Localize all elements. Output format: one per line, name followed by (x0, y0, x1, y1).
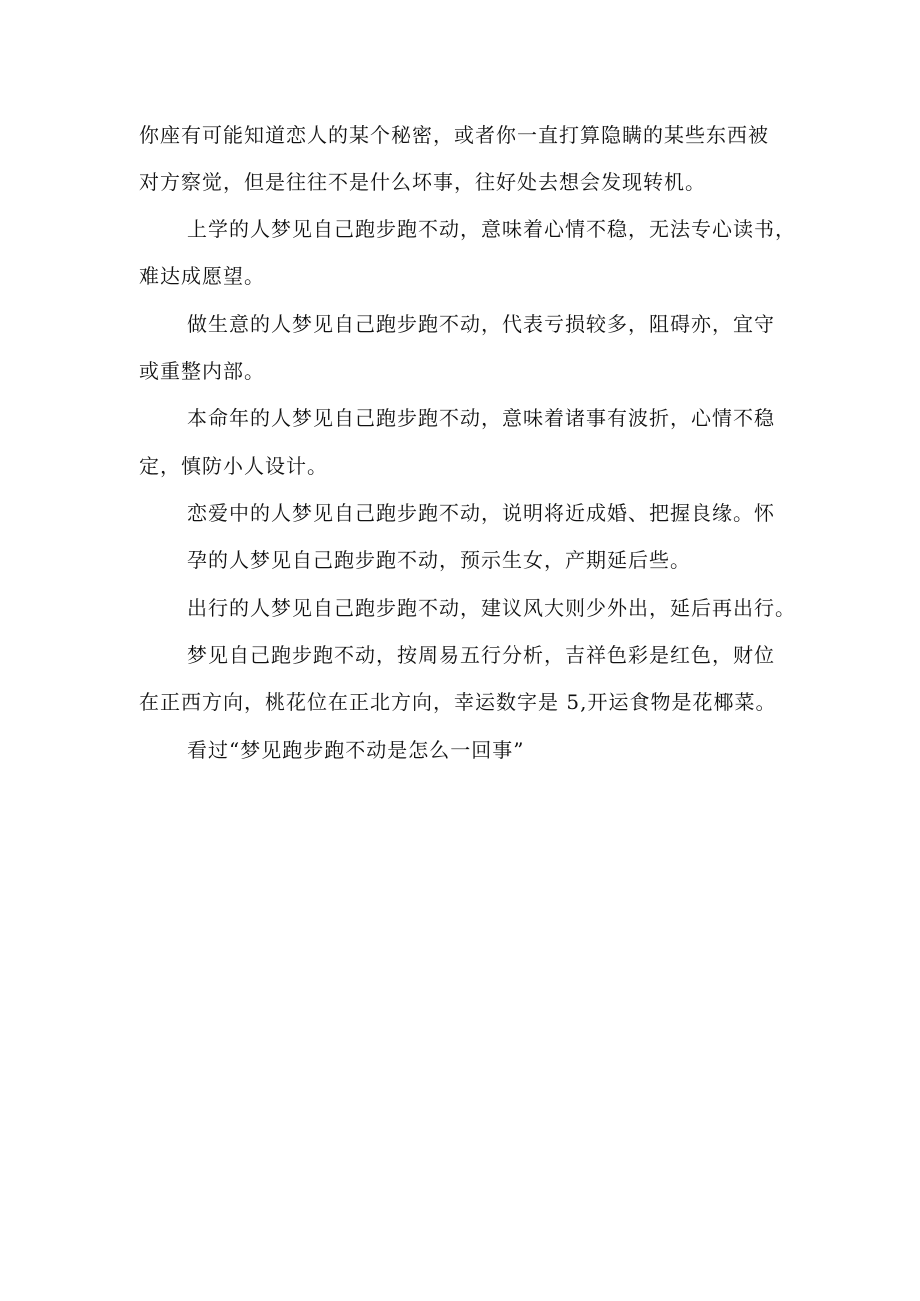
text-line: 梦见自己跑步跑不动，按周易五行分析，吉祥色彩是红色，财位 (187, 643, 775, 667)
text-line: 孕的人梦见自己跑步跑不动，预示生女，产期延后些。 (187, 548, 691, 572)
text-line: 或重整内部。 (139, 359, 265, 383)
text-line: 恋爱中的人梦见自己跑步跑不动，说明将近成婚、把握良缘。怀 (187, 501, 775, 525)
text-line: 对方察觉，但是往往不是什么坏事，往好处去想会发现转机。 (139, 170, 706, 194)
text-line: 定，慎防小人设计。 (139, 454, 328, 478)
text-line: 上学的人梦见自己跑步跑不动，意味着心情不稳，无法专心读书， (187, 217, 796, 241)
text-line: 在正西方向，桃花位在正北方向，幸运数字是 5,开运食物是花椰菜。 (139, 690, 777, 714)
text-line: 本命年的人梦见自己跑步跑不动，意味着诸事有波折，心情不稳 (187, 406, 775, 430)
text-line: 你座有可能知道恋人的某个秘密，或者你一直打算隐瞒的某些东西被 (139, 123, 769, 147)
text-line: 出行的人梦见自己跑步跑不动，建议风大则少外出，延后再出行。 (187, 596, 796, 620)
text-line: 做生意的人梦见自己跑步跑不动，代表亏损较多，阻碍亦，宜守 (187, 312, 775, 336)
text-line: 看过“梦见跑步跑不动是怎么一回事” (187, 738, 525, 762)
text-line: 难达成愿望。 (139, 264, 265, 288)
